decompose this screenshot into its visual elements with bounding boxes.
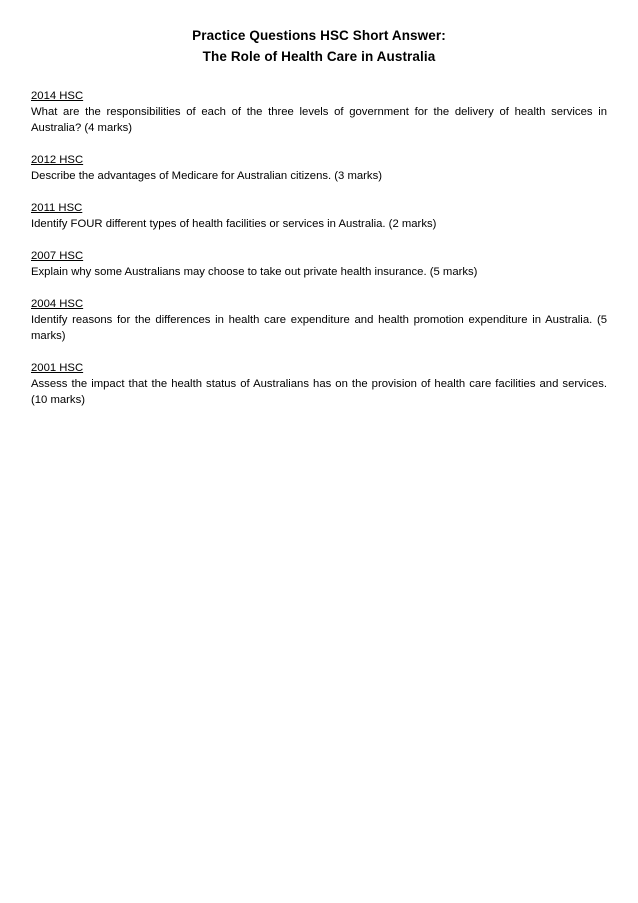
question-item-2011 [31, 200, 607, 232]
question-item-2007 [31, 248, 607, 280]
question-year: 2004 HSC [31, 298, 84, 310]
question-year: 2011 HSC [31, 202, 83, 214]
question-text: Identify reasons for the differences in health care expenditure and health promotion expenditure in Australia. (5 marks) [31, 314, 607, 342]
question-text: What are the responsibilities of each of the three levels of government for the delivery of health services in Australia? (4 marks) [31, 106, 607, 134]
question-item-2014 [31, 88, 607, 136]
question-text: Explain why some Australians may choose to take out private health insurance. (5 marks) [31, 266, 478, 278]
question-item-2012 [31, 152, 607, 184]
question-year: 2001 HSC [31, 362, 84, 374]
question-text: Describe the advantages of Medicare for Australian citizens. (3 marks) [31, 170, 382, 182]
question-list [31, 88, 607, 424]
question-text: Assess the impact that the health status of Australians has on the provision of health care facilities and services. (10 marks) [31, 378, 607, 406]
question-year: 2014 HSC [31, 90, 84, 102]
question-text: Identify FOUR different types of health facilities or services in Australia. (2 marks) [31, 218, 437, 230]
question-year: 2012 HSC [31, 154, 84, 166]
question-item-2001 [31, 360, 607, 408]
question-item-2004 [31, 296, 607, 344]
title-line-1: Practice Questions HSC Short Answer: [192, 28, 446, 43]
question-year: 2007 HSC [31, 250, 84, 262]
page-title [0, 25, 638, 67]
title-line-2: The Role of Health Care in Australia [202, 49, 436, 64]
